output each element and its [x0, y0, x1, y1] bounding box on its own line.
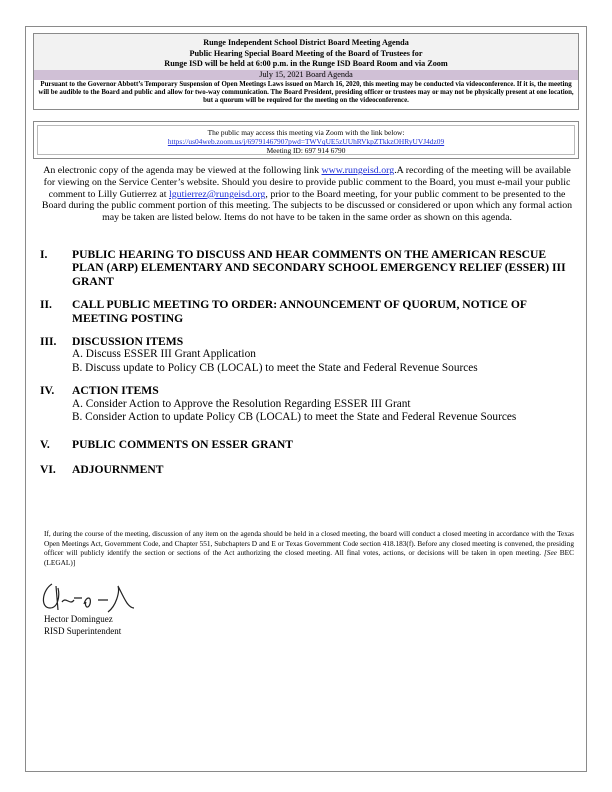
email-link[interactable]: lgutierrez@rungeisd.org [168, 188, 266, 200]
item-number: I. [40, 248, 48, 261]
agenda-items [40, 248, 580, 477]
agenda-header [33, 33, 579, 110]
item-title: ACTION ITEMS [72, 384, 159, 398]
intro-paragraph [37, 165, 577, 224]
item-number: IV. [40, 384, 55, 398]
signature-block [44, 614, 121, 637]
website-link[interactable]: www.rungeisd.org [321, 165, 395, 176]
item-sub-a: A. Discuss ESSER III Grant Application [72, 348, 256, 361]
superintendent-title: RISD Superintendent [44, 625, 122, 636]
item-number: VI. [40, 463, 56, 477]
intro-text-2: .A recording of the meeting will be available for viewing on the Service Center’s website. Should you desire to provide public comment to the Board, you must e-mail your public comment to Lilly Gutierrez at [43, 165, 571, 200]
open-meetings-notice: Pursuant to the Governor Abbott’s Temporary Suspension of Open Meetings Laws issued on March 16, 2020, this meeting may be conducted via videoconference. If it is, the meeting will be audible to the Board and public and allow for two-way communication. The Board President, presiding officer or trustees may or may not be physically present at one location, but a quorum will be required for the meeting on the videoconference. [34, 80, 578, 109]
agenda-item [40, 463, 580, 476]
agenda-item [40, 438, 580, 451]
district-title: Runge Independent School District Board Meeting Agenda [203, 38, 409, 47]
item-title: DISCUSSION ITEMS [72, 335, 184, 349]
see-reference: [See [543, 548, 557, 558]
item-number: II. [40, 298, 52, 312]
agenda-item [40, 248, 580, 288]
intro-text-1: An electronic copy of the agenda may be viewed at the following link [43, 165, 322, 176]
item-sub-b: B. Consider Action to update Policy CB (LOCAL) to meet the State and Federal Revenue Sources [72, 411, 517, 424]
item-sub-a: A. Consider Action to Approve the Resolution Regarding ESSER III Grant [72, 397, 411, 410]
closed-meeting-text: If, during the course of the meeting, discussion of any item on the agenda should be held in a closed meeting, the board will conduct a closed meeting in accordance with the Texas Open Meetings Act, Government Code, and Chapter 551, Subchapters D and E or Texas Government Code section 418.183(f). Before any closed meeting is convened, the presiding officer will publicly identify the section or sections of the Act authorizing the closed meeting. All final votes, actions, or decisions will be taken in open meeting. [44, 529, 574, 558]
zoom-link[interactable]: https://us04web.zoom.us/j/69791467907pwd=TWVqUE5zUUhRVkpZTkkzOHRyUVJ4dz09 [167, 137, 445, 147]
meeting-location: Runge ISD will be held at 6:00 p.m. in the Runge ISD Board Room and via Zoom [164, 59, 448, 68]
item-title: PUBLIC HEARING TO DISCUSS AND HEAR COMMENTS ON THE AMERICAN RESCUE PLAN (ARP) ELEMENTARY AND SECONDARY SCHOOL EMERGENCY RELIEF (ESSER) III GRANT [72, 248, 566, 288]
zoom-intro: The public may access this meeting via Zoom with the link below: [207, 128, 405, 137]
zoom-info-box [33, 121, 579, 159]
item-title: PUBLIC COMMENTS ON ESSER GRANT [72, 437, 293, 451]
superintendent-name: Hector Dominguez [44, 614, 113, 624]
signature-mark [38, 578, 158, 616]
item-sub-b: B. Discuss update to Policy CB (LOCAL) to meet the State and Federal Revenue Sources [72, 361, 478, 374]
item-number: III. [40, 335, 57, 349]
agenda-date: July 15, 2021 Board Agenda [34, 70, 578, 80]
legal-reference: BEC (LEGAL)] [44, 548, 574, 567]
item-title: ADJOURNMENT [72, 463, 164, 477]
agenda-item [40, 384, 580, 424]
intro-text-3: , prior to the Board meeting, for your public comment to be presented to the Board during the public comment portion of this meeting. The subjects to be discussed or considered or upon which any formal action may be taken are listed below. Items do not have to be taken in the same order as shown on this agenda. [41, 188, 573, 224]
meeting-title: Public Hearing Special Board Meeting of the Board of Trustees for [189, 48, 423, 58]
meeting-id: Meeting ID: 697 914 6790 [266, 146, 346, 156]
closed-meeting-notice [44, 529, 574, 567]
item-title: CALL PUBLIC MEETING TO ORDER: ANNOUNCEMENT OF QUORUM, NOTICE OF MEETING POSTING [72, 298, 527, 325]
item-number: V. [40, 437, 50, 451]
agenda-item [40, 335, 580, 375]
agenda-item [40, 298, 580, 325]
